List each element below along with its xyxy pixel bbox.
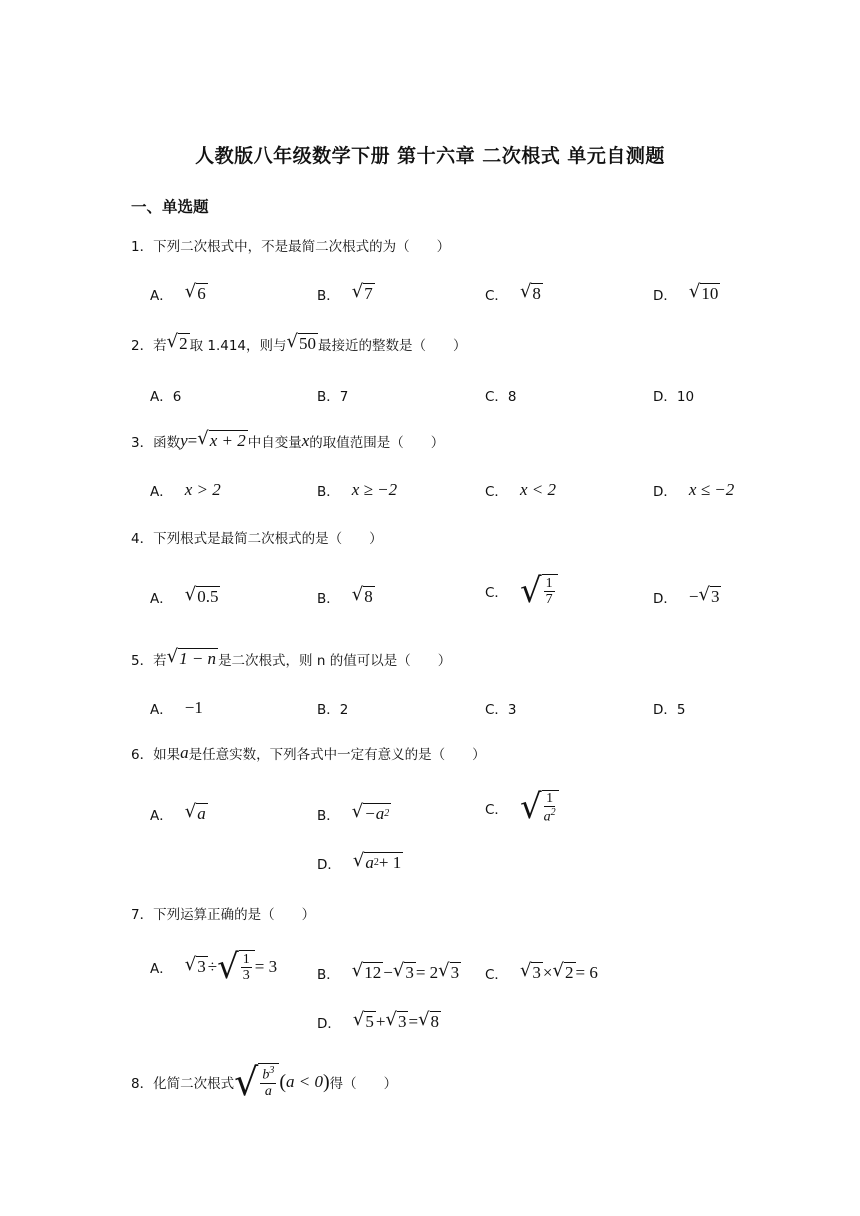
radicand: 8 (532, 284, 541, 303)
radicand: 8 (364, 587, 373, 606)
option-label: B． (317, 287, 340, 304)
option-value: x ≤ −2 (688, 480, 735, 499)
option-d[interactable] (653, 283, 720, 304)
radicand: 2 (179, 334, 188, 353)
variable: a (180, 743, 189, 762)
question-number: 8． (131, 1076, 154, 1092)
sqrt-expression: √ −a 2 (351, 801, 390, 823)
operator: = 2 (415, 962, 439, 982)
radicand: a (197, 804, 206, 823)
sqrt-expression: √ 2 (166, 331, 188, 353)
radicand: 8 (430, 1012, 440, 1031)
radicand: 3 (197, 957, 206, 977)
question-text: 最接近的整数是（ ） (318, 337, 467, 354)
page-title: 人教版八年级数学下册 第十六章 二次根式 单元自测题 (195, 145, 665, 167)
question-text: 化简二次根式 (153, 1076, 235, 1092)
variable: y (180, 430, 188, 450)
operator: − (688, 586, 699, 606)
result: = 3 (254, 957, 278, 976)
question-text: 下列二次根式中，不是最简二次根式的为（ ） (153, 239, 451, 255)
radicand: 3 (397, 1012, 407, 1031)
operator: = (408, 1011, 419, 1031)
option-b[interactable] (317, 385, 348, 405)
question-number: 7． (131, 907, 154, 923)
option-label: C．3 (485, 702, 517, 718)
option-a[interactable] (150, 283, 208, 304)
sqrt-expression: √ 8 (351, 584, 373, 606)
option-label: C．8 (485, 389, 517, 405)
condition: a < 0 (285, 1072, 323, 1091)
radicand: 0.5 (197, 587, 219, 606)
option-label: D．10 (653, 389, 695, 405)
radicand: 3 (450, 963, 460, 982)
option-value: x > 2 (184, 480, 221, 499)
question-text: 取 1.414，则与 (189, 337, 287, 354)
question-4 (131, 527, 383, 547)
option-c[interactable] (485, 283, 543, 304)
question-text: 函数 (153, 434, 181, 451)
option-b[interactable] (317, 480, 397, 500)
denominator: a (264, 1084, 272, 1100)
denominator: a (543, 810, 551, 826)
option-label: B．7 (317, 389, 349, 405)
option-label: A． (150, 484, 173, 500)
question-number: 2． (131, 337, 154, 354)
radicand: 3 (710, 587, 720, 606)
option-label: C． (485, 287, 508, 304)
sqrt-expression: √ $\frac{1}{7}$ (520, 574, 558, 608)
option-label: D．5 (653, 702, 686, 718)
radicand-tail: + 1 (378, 853, 402, 872)
radicand: 6 (197, 284, 206, 303)
option-label: D． (317, 1015, 341, 1032)
option-label: A． (150, 287, 173, 304)
sqrt-expression: √ 3 (392, 960, 414, 982)
question-2 (131, 333, 467, 354)
option-value: x ≥ −2 (351, 480, 398, 499)
radicand: 7 (364, 284, 373, 303)
question-number: 6． (131, 747, 154, 763)
sqrt-expression: √ 50 (286, 331, 317, 353)
paren-open: ( (279, 1070, 286, 1093)
question-number: 3． (131, 434, 154, 451)
sqrt-expression: √ 8 (519, 281, 541, 303)
option-label: A． (150, 961, 173, 977)
option-label: A． (150, 807, 173, 824)
sqrt-expression: √ x + 2 (197, 428, 246, 450)
option-b[interactable] (317, 803, 391, 824)
radicand: 5 (365, 1012, 374, 1031)
sqrt-expression: √ 1 − n (166, 646, 217, 668)
option-label: C． (485, 801, 508, 818)
exponent: 2 (373, 857, 379, 869)
option-a[interactable] (150, 803, 208, 824)
exponent: 3 (269, 1065, 275, 1077)
option-label: A．6 (150, 389, 182, 405)
radicand: 12 (364, 963, 382, 982)
option-c[interactable] (485, 480, 556, 500)
denominator: 7 (545, 592, 553, 607)
question-1 (131, 235, 450, 255)
option-label: C． (485, 585, 508, 601)
numerator: b (262, 1067, 270, 1083)
sqrt-expression: √ 3 (385, 1009, 407, 1031)
variable: x (301, 430, 310, 450)
question-number: 1． (131, 239, 154, 255)
option-d[interactable] (653, 586, 721, 607)
option-a[interactable] (150, 480, 221, 500)
option-d[interactable] (653, 480, 734, 500)
sqrt-expression: √ $\frac{1}{a^2}$ (520, 790, 559, 825)
sqrt-expression: √ 5 (352, 1009, 374, 1031)
radicand: 2 (565, 963, 574, 982)
question-6 (131, 743, 486, 763)
option-label: C． (485, 966, 508, 983)
operator: ÷ (207, 957, 218, 976)
option-label: B．2 (317, 702, 349, 718)
option-b[interactable] (317, 586, 375, 607)
question-8 (131, 1060, 398, 1104)
denominator: 3 (242, 968, 250, 983)
radicand: 1 − n (179, 649, 217, 668)
operator: − (383, 962, 393, 982)
radicand: 50 (299, 334, 317, 353)
question-text: 若 (153, 652, 167, 669)
option-label: D． (653, 590, 677, 607)
radicand: a (365, 853, 374, 872)
radicand: 10 (701, 284, 719, 303)
question-text: 是任意实数，下列各式中一定有意义的是（ ） (188, 747, 486, 763)
operator: = (187, 430, 198, 450)
option-a[interactable] (150, 385, 181, 405)
radicand: 3 (405, 963, 414, 982)
exponent: 2 (550, 807, 556, 819)
option-label: B． (317, 807, 340, 824)
question-text: 若 (153, 337, 167, 354)
option-label: B． (317, 590, 340, 607)
option-label: B． (317, 966, 340, 983)
option-c[interactable] (485, 962, 598, 983)
numerator: 1 (545, 575, 553, 591)
result: = 6 (575, 962, 598, 982)
option-a[interactable] (150, 698, 203, 718)
question-text: 中自变量 (247, 434, 302, 451)
sqrt-expression: √ 7 (351, 281, 373, 303)
radicand: 3 (532, 963, 541, 982)
question-number: 4． (131, 531, 154, 547)
sqrt-expression: √ 3 (184, 954, 206, 977)
question-text: 下列运算正确的是（ ） (153, 907, 316, 923)
option-a[interactable] (150, 947, 278, 987)
section-heading: 一、单选题 (131, 198, 209, 216)
option-label: A． (150, 590, 173, 607)
option-label: D． (653, 287, 677, 304)
operator: × (542, 962, 553, 982)
question-3 (131, 430, 444, 451)
option-label: D． (653, 484, 677, 500)
sqrt-expression: √ a (184, 801, 206, 823)
option-d[interactable] (653, 385, 694, 405)
sqrt-expression: √ 3 (438, 960, 460, 982)
question-text: 得（ ） (329, 1076, 398, 1092)
option-label: C． (485, 484, 508, 500)
paren-close: ) (322, 1070, 330, 1093)
radicand: x + 2 (209, 431, 246, 450)
option-value: x < 2 (519, 480, 556, 499)
option-b[interactable] (317, 283, 375, 304)
option-b[interactable] (317, 962, 461, 983)
option-value: −1 (184, 698, 203, 717)
option-c[interactable] (485, 787, 559, 827)
operator: + (375, 1011, 386, 1031)
sqrt-expression: √ 12 (351, 960, 382, 982)
numerator: 1 (546, 791, 554, 806)
question-5 (131, 648, 451, 669)
option-label: B． (317, 484, 340, 500)
radicand: −a (364, 804, 385, 823)
question-number: 5． (131, 652, 154, 669)
option-c[interactable] (485, 571, 558, 611)
option-c[interactable] (485, 385, 517, 405)
question-text: 是二次根式，则 n 的值可以是（ ） (218, 652, 452, 669)
sqrt-expression: √ 6 (184, 281, 206, 303)
sqrt-expression: √ 3 (698, 584, 720, 606)
option-label: D． (317, 856, 341, 873)
option-d[interactable] (317, 852, 403, 873)
option-d[interactable] (653, 698, 685, 718)
sqrt-expression: √ $\frac{b^3}{a}$ (234, 1063, 279, 1101)
question-text: 如果 (153, 747, 181, 763)
option-a[interactable] (150, 586, 220, 607)
numerator: 1 (242, 951, 250, 967)
option-c[interactable] (485, 698, 517, 718)
sqrt-expression: √ 2 (552, 960, 574, 982)
option-b[interactable] (317, 698, 348, 718)
exponent: 2 (384, 808, 390, 820)
sqrt-expression: √ 8 (418, 1009, 440, 1031)
option-label: A． (150, 702, 173, 718)
sqrt-expression: √ a 2 + 1 (352, 850, 402, 872)
sqrt-expression: √ 3 (519, 960, 541, 982)
question-text: 的取值范围是（ ） (309, 434, 445, 451)
sqrt-expression: √ 0.5 (184, 584, 219, 606)
sqrt-expression: √ $\frac{1}{3}$ (217, 950, 255, 984)
option-d[interactable] (317, 1011, 441, 1032)
question-7 (131, 903, 315, 923)
sqrt-expression: √ 10 (688, 281, 719, 303)
question-text: 下列根式是最简二次根式的是（ ） (153, 531, 383, 547)
